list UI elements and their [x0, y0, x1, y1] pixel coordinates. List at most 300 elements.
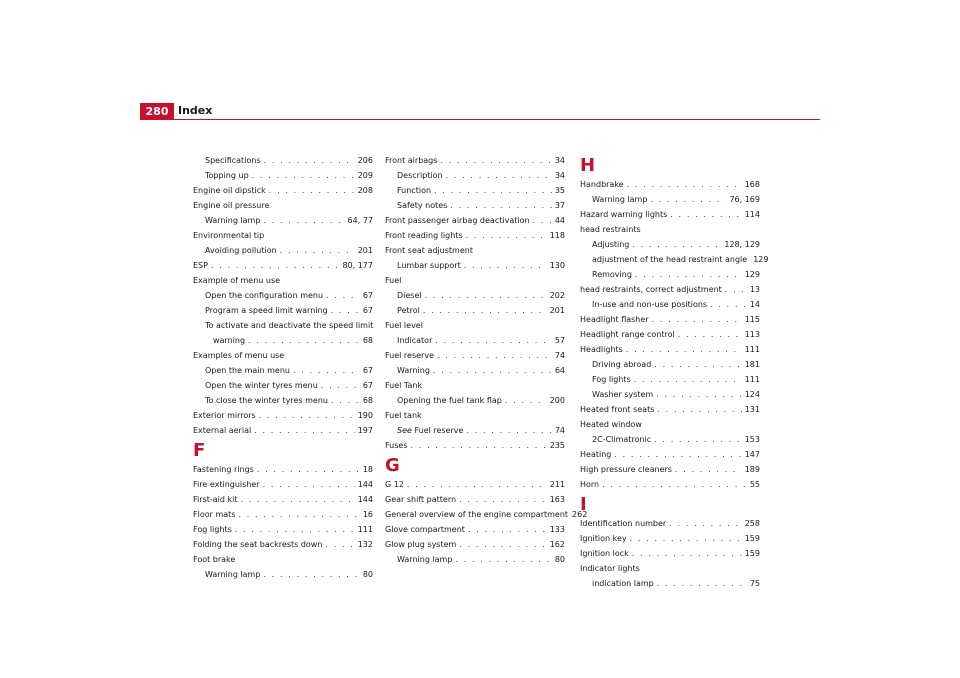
index-entry — [193, 567, 373, 582]
index-entry-text: Fog lights — [592, 375, 631, 384]
index-entry-label — [592, 252, 747, 267]
dot-leader — [423, 303, 547, 318]
index-page-ref: 37 — [554, 201, 565, 210]
index-entry-text: Safety notes — [397, 201, 448, 210]
index-entry-text: To activate and deactivate the speed limit — [205, 321, 374, 330]
index-page-ref: 197 — [357, 426, 373, 435]
index-entry-text: Open the configuration menu — [205, 291, 324, 300]
index-entry — [385, 537, 565, 552]
index-heading-entry — [385, 273, 565, 288]
index-entry — [385, 303, 565, 318]
index-entry-text: Washer system — [592, 390, 654, 399]
dot-leader — [434, 183, 552, 198]
index-entry — [193, 522, 373, 537]
index-page-ref: 159 — [744, 534, 760, 543]
index-entry — [580, 531, 760, 546]
dot-leader — [326, 288, 360, 303]
index-entry-label — [385, 408, 422, 423]
index-entry — [385, 363, 565, 378]
index-page-ref: 162 — [549, 540, 565, 549]
index-entry-text: Front reading lights — [385, 231, 463, 240]
index-entry — [385, 438, 565, 453]
index-entry — [580, 342, 760, 357]
index-entry — [580, 432, 760, 447]
index-entry-label — [193, 552, 235, 567]
index-entry-text: Ignition lock — [580, 549, 629, 558]
dot-leader — [435, 333, 551, 348]
index-page-ref: 168 — [744, 180, 760, 189]
index-page-ref: 189 — [744, 465, 760, 474]
index-entry — [385, 198, 565, 213]
index-entry — [580, 282, 760, 297]
index-entry — [385, 522, 565, 537]
index-entry — [385, 168, 565, 183]
index-entry — [193, 507, 373, 522]
index-entry-text: Petrol — [397, 306, 420, 315]
index-heading-entry — [385, 243, 565, 258]
dot-leader — [293, 363, 360, 378]
index-page-ref: 57 — [554, 336, 565, 345]
index-entry — [193, 213, 373, 228]
index-entry-text: Fuel reserve — [385, 351, 434, 360]
index-entry-label — [592, 237, 629, 252]
index-entry-label — [580, 477, 599, 492]
index-page-ref: 209 — [357, 171, 373, 180]
header-rule — [140, 119, 820, 120]
index-entry-label — [592, 357, 651, 372]
see-reference: See — [397, 426, 412, 435]
index-page-ref: 55 — [749, 480, 760, 489]
index-page-ref: 13 — [749, 285, 760, 294]
index-entry-text: Front airbags — [385, 156, 438, 165]
index-entry-label — [580, 546, 629, 561]
index-page-ref: 75 — [749, 579, 760, 588]
index-entry — [580, 327, 760, 342]
index-entry-text: In-use and non-use positions — [592, 300, 708, 309]
index-entry-text: Opening the fuel tank flap — [397, 396, 502, 405]
index-entry-label — [193, 408, 256, 423]
index-entry-text: Fuel reserve — [414, 426, 464, 435]
index-entry — [193, 303, 373, 318]
index-entry-label — [385, 537, 456, 552]
index-page-ref: 190 — [357, 411, 373, 420]
index-entry-text: Fuel level — [385, 321, 423, 330]
index-entry-text: Glove compartment — [385, 525, 465, 534]
index-column-1 — [193, 153, 373, 582]
index-entry — [385, 153, 565, 168]
index-entry — [580, 372, 760, 387]
index-entry-label — [397, 183, 431, 198]
dot-leader — [235, 522, 355, 537]
index-page-ref: 44 — [554, 216, 565, 225]
dot-leader — [630, 531, 742, 546]
index-entry-label — [385, 477, 404, 492]
index-page-ref: 163 — [549, 495, 565, 504]
index-entry-label — [193, 348, 284, 363]
dot-leader — [211, 258, 339, 273]
index-entry-label — [193, 462, 254, 477]
index-entry — [193, 363, 373, 378]
index-entry — [580, 387, 760, 402]
index-entry — [580, 447, 760, 462]
index-entry-text: Front passenger airbag deactivation — [385, 216, 530, 225]
index-page-ref: 235 — [549, 441, 565, 450]
index-entry-label — [193, 423, 251, 438]
index-heading-entry — [193, 348, 373, 363]
dot-leader — [654, 357, 741, 372]
index-entry-label — [193, 258, 208, 273]
dot-leader — [325, 537, 354, 552]
index-page-ref: 144 — [357, 480, 373, 489]
dot-leader — [632, 237, 721, 252]
index-entry-label — [592, 432, 651, 447]
index-entry-text: Heated front seats — [580, 405, 655, 414]
index-entry-label — [580, 417, 642, 432]
index-entry-label — [193, 228, 264, 243]
index-page-ref: 67 — [362, 381, 373, 390]
index-entry — [193, 168, 373, 183]
index-entry-label — [205, 567, 260, 582]
index-page-ref: 76, 169 — [729, 195, 760, 204]
dot-leader — [263, 477, 355, 492]
index-entry — [580, 267, 760, 282]
dot-leader — [670, 207, 741, 222]
index-page-ref: 201 — [549, 306, 565, 315]
index-entry-label — [580, 282, 722, 297]
index-entry-label — [397, 393, 502, 408]
dot-leader — [263, 567, 359, 582]
index-entry-label — [193, 492, 237, 507]
index-heading-entry — [193, 228, 373, 243]
index-page-ref: 159 — [744, 549, 760, 558]
dot-leader — [238, 507, 359, 522]
index-page-ref: 68 — [362, 336, 373, 345]
index-page-ref: 206 — [357, 156, 373, 165]
index-entry — [580, 462, 760, 477]
index-entry-label — [385, 213, 530, 228]
index-heading-entry — [580, 417, 760, 432]
index-entry — [193, 288, 373, 303]
index-page-ref: 111 — [357, 525, 373, 534]
index-page-ref: 129 — [753, 255, 769, 264]
index-entry-text: Headlights — [580, 345, 623, 354]
index-page-ref: 34 — [554, 156, 565, 165]
dot-leader — [259, 408, 355, 423]
dot-leader — [437, 348, 552, 363]
index-entry-label — [205, 288, 323, 303]
index-entry-text: Gear shift pattern — [385, 495, 457, 504]
index-page-ref: 14 — [749, 300, 760, 309]
index-entry-text: External aerial — [193, 426, 252, 435]
index-entry-text: Program a speed limit warning — [205, 306, 328, 315]
index-heading-entry — [385, 378, 565, 393]
index-column-3 — [580, 153, 769, 591]
index-entry — [580, 516, 760, 531]
dot-leader — [257, 462, 360, 477]
index-entry — [580, 357, 760, 372]
dot-leader — [602, 477, 747, 492]
index-page-ref: 153 — [744, 435, 760, 444]
index-entry-text: Fuel tank — [385, 411, 422, 420]
index-entry-text: Headlight flasher — [580, 315, 649, 324]
index-entry-text: Hazard warning lights — [580, 210, 668, 219]
index-entry-label — [580, 447, 611, 462]
index-entry-text: Specifications — [205, 156, 261, 165]
index-entry-label — [580, 516, 666, 531]
index-entry-label — [205, 213, 260, 228]
index-entry-text: Topping up — [205, 171, 249, 180]
dot-leader — [652, 312, 742, 327]
index-entry-text: Adjusting — [592, 240, 630, 249]
index-entry — [385, 183, 565, 198]
index-entry-text: Engine oil pressure — [193, 201, 270, 210]
index-entry-text: Fuses — [385, 441, 408, 450]
index-entry-label — [213, 333, 245, 348]
index-heading-entry — [193, 552, 373, 567]
index-entry — [580, 546, 760, 561]
index-entry-text: Warning lamp — [205, 216, 261, 225]
dot-leader — [254, 423, 355, 438]
dot-leader — [450, 198, 551, 213]
index-page-ref: 132 — [357, 540, 373, 549]
dot-leader — [407, 477, 547, 492]
dot-leader — [331, 393, 360, 408]
dot-leader — [654, 432, 742, 447]
index-entry — [193, 153, 373, 168]
index-entry-label — [193, 183, 266, 198]
index-entry-label — [580, 177, 624, 192]
index-entry-label — [580, 327, 675, 342]
index-entry-text: Diesel — [397, 291, 422, 300]
index-page-ref: 118 — [549, 231, 565, 240]
dot-leader — [466, 228, 547, 243]
index-entry — [385, 348, 565, 363]
index-entry — [580, 237, 760, 252]
index-entry-text: Fuel Tank — [385, 381, 423, 390]
index-entry — [385, 477, 565, 492]
index-entry-text: Lumbar support — [397, 261, 461, 270]
index-entry-text: Avoiding pollution — [205, 246, 277, 255]
index-heading-entry — [193, 273, 373, 288]
index-entry — [385, 423, 565, 438]
index-entry-label — [580, 531, 627, 546]
index-entry — [193, 462, 373, 477]
dot-leader — [505, 393, 547, 408]
dot-leader — [627, 177, 742, 192]
index-entry-label — [580, 342, 623, 357]
index-entry — [385, 393, 565, 408]
index-entry-text: Function — [397, 186, 432, 195]
dot-leader — [533, 213, 552, 228]
index-entry — [193, 492, 373, 507]
index-entry-text: Description — [397, 171, 443, 180]
index-entry-label — [193, 273, 280, 288]
dot-leader — [459, 537, 546, 552]
index-entry-text: Fuel — [385, 276, 402, 285]
index-page-ref: 80 — [554, 555, 565, 564]
index-entry — [193, 243, 373, 258]
index-page-ref: 200 — [549, 396, 565, 405]
index-entry-label — [397, 168, 443, 183]
index-entry-text: head restraints, correct adjustment — [580, 285, 722, 294]
dot-leader — [468, 522, 547, 537]
index-entry-label — [397, 288, 422, 303]
index-page-ref: 64 — [554, 366, 565, 375]
index-page-ref: 16 — [362, 510, 373, 519]
index-entry — [385, 507, 588, 522]
index-entry-label — [205, 153, 261, 168]
index-entry — [193, 378, 373, 393]
index-entry-label — [592, 192, 647, 207]
index-page-ref: 80 — [362, 570, 373, 579]
index-entry-text: Ignition key — [580, 534, 627, 543]
index-entry — [385, 228, 565, 243]
index-page-ref: 67 — [362, 291, 373, 300]
index-entry — [385, 213, 565, 228]
index-entry-text: High pressure cleaners — [580, 465, 672, 474]
index-entry — [193, 477, 373, 492]
index-page-ref: 181 — [744, 360, 760, 369]
index-entry-text: Foot brake — [193, 555, 236, 564]
index-heading-entry — [385, 408, 565, 423]
index-entry-text: To close the winter tyres menu — [205, 396, 328, 405]
dot-leader — [678, 327, 742, 342]
dot-leader — [248, 333, 360, 348]
index-entry-text: Horn — [580, 480, 600, 489]
index-entry-text: Driving abroad — [592, 360, 652, 369]
index-entry-label — [592, 297, 707, 312]
index-entry-label — [385, 507, 568, 522]
index-entry-label — [193, 507, 235, 522]
index-entry-label — [397, 258, 461, 273]
page-title: Index — [178, 104, 213, 117]
index-page-ref: 133 — [549, 525, 565, 534]
index-page-ref: 67 — [362, 366, 373, 375]
dot-leader — [710, 297, 747, 312]
dot-leader — [626, 342, 742, 357]
index-letter-heading: I — [580, 494, 587, 515]
index-entry-label — [193, 198, 269, 213]
index-entry-text: Environmental tip — [193, 231, 265, 240]
index-entry-text: Indicator — [397, 336, 433, 345]
dot-leader — [632, 546, 742, 561]
index-entry-label — [397, 333, 432, 348]
dot-leader — [635, 267, 742, 282]
dot-leader — [634, 372, 742, 387]
index-entry-label — [193, 537, 322, 552]
index-entry-label — [592, 387, 653, 402]
index-entry-text: Handbrake — [580, 180, 624, 189]
index-page-ref: 64, 77 — [347, 216, 373, 225]
dot-leader — [263, 213, 344, 228]
index-page-ref: 124 — [744, 390, 760, 399]
index-entry-label — [592, 372, 631, 387]
index-entry-text: Removing — [592, 270, 632, 279]
index-entry-text: Front seat adjustment — [385, 246, 473, 255]
index-entry-label — [205, 378, 318, 393]
dot-leader — [657, 402, 741, 417]
index-entry — [580, 252, 769, 267]
index-entry-label — [397, 198, 447, 213]
index-page-ref: 114 — [744, 210, 760, 219]
index-heading-entry — [385, 318, 565, 333]
index-entry-text: 2C-Climatronic — [592, 435, 652, 444]
index-entry — [193, 183, 373, 198]
dot-leader — [725, 282, 747, 297]
index-entry — [580, 477, 760, 492]
dot-leader — [411, 438, 547, 453]
index-page-ref: 131 — [744, 405, 760, 414]
index-heading-entry — [193, 318, 373, 333]
dot-leader — [440, 153, 551, 168]
index-page-ref: 262 — [572, 510, 588, 519]
index-entry-text: ESP — [193, 261, 208, 270]
index-entry-text: Examples of menu use — [193, 351, 285, 360]
index-entry-label — [580, 402, 654, 417]
dot-leader — [269, 183, 355, 198]
index-page-ref: 211 — [549, 480, 565, 489]
dot-leader — [446, 168, 552, 183]
dot-leader — [252, 168, 355, 183]
dot-leader — [240, 492, 354, 507]
index-heading-entry — [580, 222, 760, 237]
index-entry-text: head restraints — [580, 225, 641, 234]
index-page-ref: 80, 177 — [342, 261, 373, 270]
index-entry-label — [580, 561, 640, 576]
dot-leader — [650, 192, 726, 207]
index-page-ref: 68 — [362, 396, 373, 405]
index-column-2 — [385, 153, 588, 567]
index-page-ref: 35 — [554, 186, 565, 195]
index-page-ref: 201 — [357, 246, 373, 255]
index-entry-text: adjustment of the head restraint angle — [592, 255, 748, 264]
index-entry-text: Fog lights — [193, 525, 232, 534]
index-entry-label — [385, 348, 434, 363]
index-entry-text: Glow plug system — [385, 540, 457, 549]
index-entry-label — [193, 477, 260, 492]
index-entry-text: Indicator lights — [580, 564, 640, 573]
index-entry-label — [205, 243, 277, 258]
dot-leader — [464, 258, 547, 273]
index-entry-text: Exterior mirrors — [193, 411, 256, 420]
index-entry-label — [592, 267, 632, 282]
index-letter-heading: H — [580, 155, 596, 176]
index-entry — [580, 402, 760, 417]
index-entry-label — [385, 243, 473, 258]
index-entry-label — [580, 222, 641, 237]
dot-leader — [331, 303, 360, 318]
index-entry-text: First-aid kit — [193, 495, 238, 504]
index-entry-label — [385, 153, 437, 168]
index-entry-text: indication lamp — [592, 579, 654, 588]
index-heading-entry — [580, 561, 760, 576]
index-entry-label — [385, 438, 408, 453]
index-page-ref: 208 — [357, 186, 373, 195]
index-page-ref: 113 — [744, 330, 760, 339]
index-entry-label — [385, 378, 422, 393]
index-entry-text: Open the main menu — [205, 366, 290, 375]
index-letter-heading: G — [385, 455, 400, 476]
index-entry-label — [385, 492, 456, 507]
index-entry-label — [205, 363, 290, 378]
dot-leader — [264, 153, 355, 168]
index-page-ref: 18 — [362, 465, 373, 474]
index-entry — [193, 423, 373, 438]
dot-leader — [321, 378, 360, 393]
index-entry-text: warning — [213, 336, 246, 345]
index-entry-text: Folding the seat backrests down — [193, 540, 323, 549]
index-page-ref: 129 — [744, 270, 760, 279]
